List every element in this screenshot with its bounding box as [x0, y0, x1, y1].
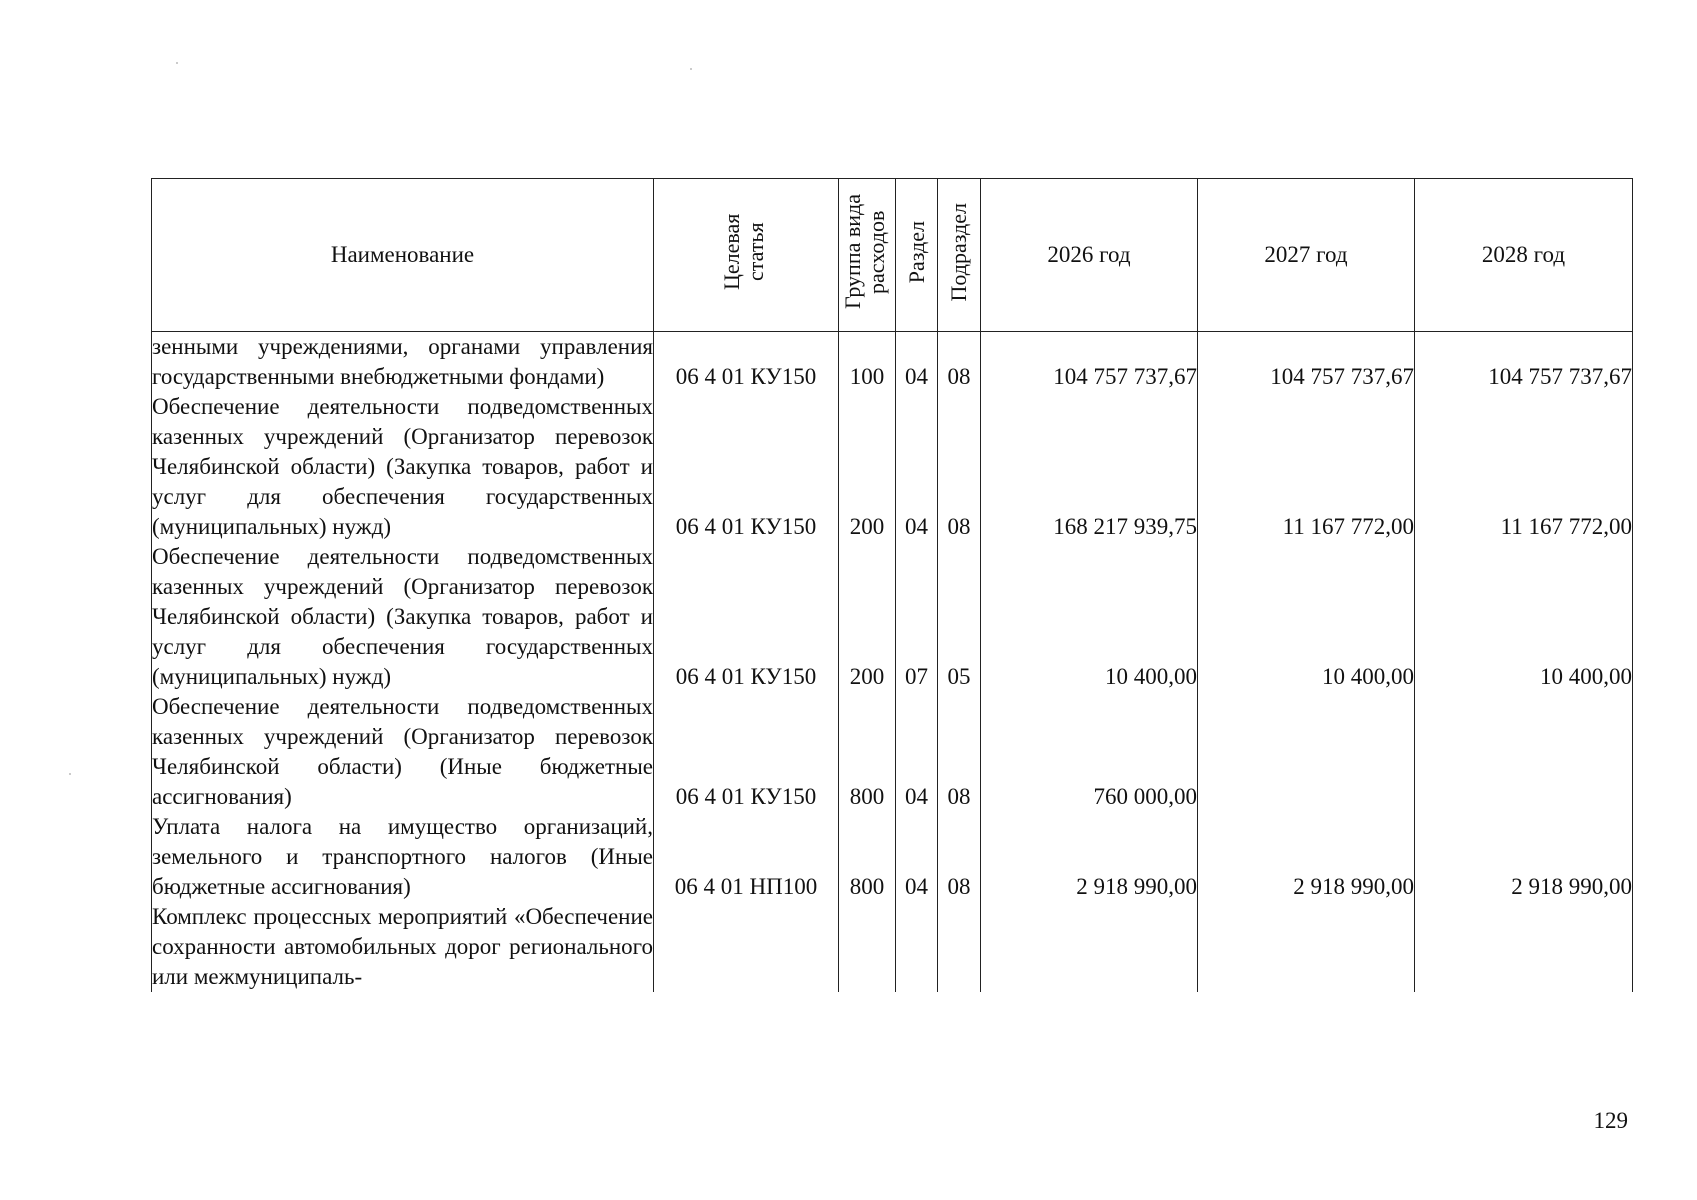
col-header-subsection-text: Подраздел	[946, 202, 971, 302]
cell-2026: 10 400,00	[981, 542, 1198, 692]
cell-name: Обеспечение деятельности подведомственных казенных учреждений (Организатор перевозок Челябинской области) (Закупка товаров, работ и услуг для обеспечения государственных (муниципальных) нужд)	[152, 542, 654, 692]
cell-2026: 168 217 939,75	[981, 392, 1198, 542]
scan-speck	[176, 62, 178, 64]
cell-2027: 2 918 990,00	[1198, 812, 1415, 902]
col-header-group-text: Группа вида расходов	[840, 194, 889, 310]
col-header-section	[896, 179, 938, 332]
cell-group: 200	[839, 542, 896, 692]
table-row	[152, 332, 1633, 393]
cell-2027	[1198, 902, 1415, 992]
cell-subsection: 05	[938, 542, 981, 692]
cell-2026: 2 918 990,00	[981, 812, 1198, 902]
col-header-2027: 2027 год	[1198, 179, 1415, 332]
cell-section: 04	[896, 692, 938, 812]
cell-name: Обеспечение деятельности подведомственных казенных учреждений (Организатор перевозок Челябинской области) (Закупка товаров, работ и услуг для обеспечения государственных (муниципальных) нужд)	[152, 392, 654, 542]
cell-2027: 11 167 772,00	[1198, 392, 1415, 542]
cell-subsection	[938, 902, 981, 992]
scan-speck	[690, 68, 692, 70]
cell-target: 06 4 01 НП100	[654, 812, 839, 902]
cell-section	[896, 902, 938, 992]
cell-2028: 104 757 737,67	[1415, 332, 1633, 393]
cell-2028: 2 918 990,00	[1415, 812, 1633, 902]
cell-name: Обеспечение деятельности подведомственных казенных учреждений (Организатор перевозок Челябинской области) (Иные бюджетные ассигнования)	[152, 692, 654, 812]
cell-group	[839, 902, 896, 992]
cell-2027	[1198, 692, 1415, 812]
table-row	[152, 902, 1633, 992]
col-header-target-text: Целевая статья	[719, 213, 768, 291]
scan-speck	[69, 773, 71, 775]
col-header-section-text: Раздел	[903, 220, 929, 284]
page-number: 129	[1593, 1108, 1628, 1133]
cell-subsection: 08	[938, 812, 981, 902]
table-row	[152, 812, 1633, 902]
cell-subsection: 08	[938, 692, 981, 812]
cell-2026	[981, 902, 1198, 992]
cell-section: 07	[896, 542, 938, 692]
cell-name: зенными учреждениями, органами управления государственными внебюджетными фондами)	[152, 332, 654, 393]
cell-target: 06 4 01 КУ150	[654, 542, 839, 692]
cell-subsection: 08	[938, 392, 981, 542]
cell-2026: 104 757 737,67	[981, 332, 1198, 393]
cell-target: 06 4 01 КУ150	[654, 332, 839, 393]
cell-2028: 11 167 772,00	[1415, 392, 1633, 542]
col-header-2026: 2026 год	[981, 179, 1198, 332]
cell-target	[654, 902, 839, 992]
cell-group: 200	[839, 392, 896, 542]
col-header-subsection	[938, 179, 981, 332]
cell-2027: 104 757 737,67	[1198, 332, 1415, 393]
cell-2028	[1415, 692, 1633, 812]
cell-group: 800	[839, 692, 896, 812]
cell-section: 04	[896, 812, 938, 902]
table-row	[152, 542, 1633, 692]
col-header-2028: 2028 год	[1415, 179, 1633, 332]
cell-section: 04	[896, 392, 938, 542]
col-header-group	[839, 179, 896, 332]
budget-table	[151, 178, 1633, 992]
cell-group: 800	[839, 812, 896, 902]
cell-target: 06 4 01 КУ150	[654, 692, 839, 812]
cell-target: 06 4 01 КУ150	[654, 392, 839, 542]
cell-name: Уплата налога на имущество организаций, земельного и транспортного налогов (Иные бюджетные ассигнования)	[152, 812, 654, 902]
cell-name: Комплекс процессных мероприятий «Обеспечение сохранности автомобильных дорог регионального или межмуниципаль-	[152, 902, 654, 992]
cell-2028: 10 400,00	[1415, 542, 1633, 692]
cell-2026: 760 000,00	[981, 692, 1198, 812]
cell-subsection: 08	[938, 332, 981, 393]
table-row	[152, 392, 1633, 542]
cell-section: 04	[896, 332, 938, 393]
col-header-name: Наименование	[152, 179, 654, 332]
table-row	[152, 692, 1633, 812]
cell-2028	[1415, 902, 1633, 992]
table-header-row	[152, 179, 1633, 332]
cell-2027: 10 400,00	[1198, 542, 1415, 692]
col-header-target	[654, 179, 839, 332]
cell-group: 100	[839, 332, 896, 393]
